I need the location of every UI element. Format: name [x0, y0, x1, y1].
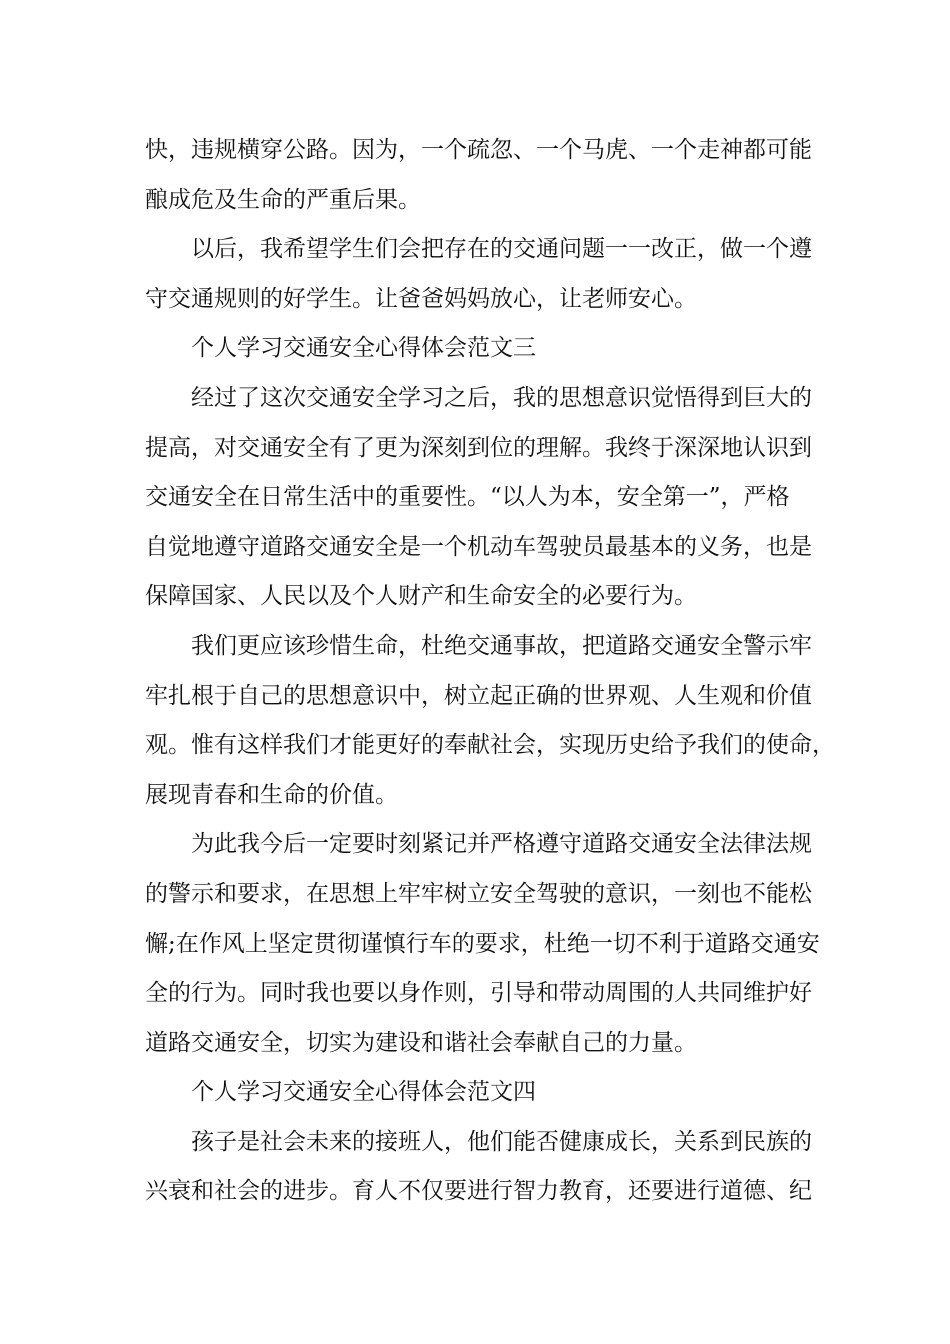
text-line: 为此我今后一定要时刻紧记并严格遵守道路交通安全法律法规 — [191, 831, 812, 858]
text-line: 道路交通安全，切实为建设和谐社会奉献自己的力量。 — [145, 1029, 697, 1056]
text-line: 我们更应该珍惜生命，杜绝交通事故，把道路交通安全警示牢 — [191, 632, 812, 659]
text-line: 以后，我希望学生们会把存在的交通问题一一改正，做一个遵 — [191, 236, 812, 263]
section-heading: 个人学习交通安全心得体会范文三 — [191, 335, 536, 362]
text-line: 孩子是社会未来的接班人，他们能否健康成长，关系到民族的 — [191, 1128, 812, 1155]
text-line: 快，违规横穿公路。因为，一个疏忽、一个马虎、一个走神都可能 — [145, 137, 812, 163]
text-line: 保障国家、人民以及个人财产和生命安全的必要行为。 — [145, 583, 697, 610]
text-line: 经过了这次交通安全学习之后，我的思想意识觉悟得到巨大的 — [191, 384, 812, 411]
section-heading: 个人学习交通安全心得体会范文四 — [191, 1079, 536, 1106]
text-line: 全的行为。同时我也要以身作则，引导和带动周围的人共同维护好 — [145, 980, 812, 1007]
text-line: 酿成危及生命的严重后果。 — [145, 186, 421, 213]
text-line: 守交通规则的好学生。让爸爸妈妈放心，让老师安心。 — [145, 285, 697, 312]
text-line: 懈;在作风上坚定贯彻谨慎行车的要求，杜绝一切不利于道路交通安 — [145, 930, 820, 957]
text-line: 自觉地遵守道路交通安全是一个机动车驾驶员最基本的义务，也是 — [145, 533, 812, 560]
text-line: 兴衰和社会的进步。育人不仅要进行智力教育，还要进行道德、纪 — [145, 1178, 812, 1205]
text-line: 交通安全在日常生活中的重要性。“以人为本，安全第一”，严格 — [145, 484, 790, 511]
document-body — [145, 126, 835, 1217]
text-line: 提高，对交通安全有了更为深刻到位的理解。我终于深深地认识到 — [145, 434, 812, 461]
text-line: 观。惟有这样我们才能更好的奉献社会，实现历史给予我们的使命， — [145, 732, 835, 759]
text-line: 牢扎根于自己的思想意识中，树立起正确的世界观、人生观和价值 — [145, 682, 812, 709]
text-line: 的警示和要求，在思想上牢牢树立安全驾驶的意识，一刻也不能松 — [145, 880, 812, 907]
text-line: 展现青春和生命的价值。 — [145, 781, 398, 808]
